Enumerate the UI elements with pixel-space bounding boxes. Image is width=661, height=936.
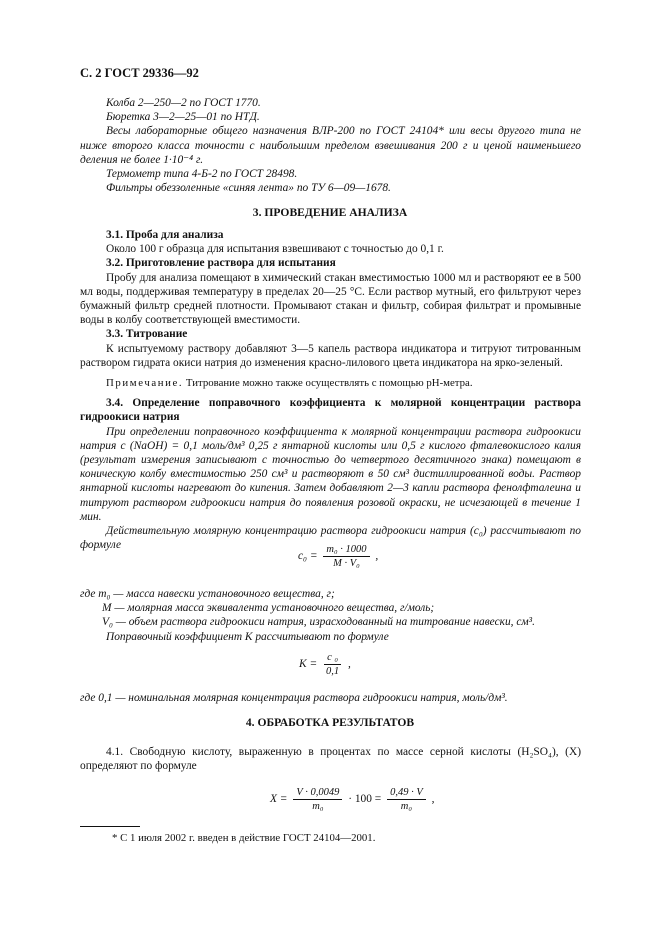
formula-mid: · 100 = <box>348 793 382 806</box>
legend-line: где m₀ — масса навески установочного вещества, г; <box>80 588 335 600</box>
paragraph: Пробу для анализа помещают в химический стакан вместимостью 1000 мл и растворяют ее в 500 мл воды, поддерживая температуру в пределах 20—25 °С. Если раствор мутный, его фильтруют через бумажный фильтр средней плотности. Промывают стакан и фильтр, собирая фильтрат и промывные воды в колбу соответствующей вместимости. <box>80 271 581 327</box>
formula-lhs: X = <box>270 793 288 806</box>
subsection-title: 3.1. Проба для анализа <box>106 229 224 241</box>
note <box>80 376 581 390</box>
section-4-title: 4. ОБРАБОТКА РЕЗУЛЬТАТОВ <box>245 716 415 729</box>
subsection-title: 3.2. Приготовление раствора для испытания <box>106 257 336 270</box>
formula-c0 <box>298 544 378 569</box>
formula-fraction <box>293 787 342 812</box>
paragraph: Поправочный коэффициент K рассчитывают по формуле <box>106 630 389 643</box>
equipment-item: Термометр типа 4-Б-2 по ГОСТ 28498. <box>106 168 298 181</box>
equipment-item: Весы лабораторные общего назначения ВЛР-200 по ГОСТ 24104* или весы другого типа не ниже второго класса точности с наибольшим пределом взвешивания 200 г и ценой наименьшего деления не более 1·10⁻⁴ г. <box>80 125 581 166</box>
paragraph: Действительную молярную концентрацию раствора гидроокиси натрия (с₀) рассчитывают по формуле <box>80 525 581 552</box>
legend-c0 <box>80 587 581 644</box>
formula-fraction <box>387 787 426 812</box>
paragraph: 4.1. Свободную кислоту, выраженную в процентах по массе серной кислоты (H₂SO₄), (X) определяют по формуле <box>80 746 581 773</box>
fraction-numerator: V · 0,0049 <box>293 787 342 800</box>
section-3-body <box>80 228 581 552</box>
fraction-denominator: 0,1 <box>326 666 340 677</box>
paragraph: При определении поправочного коэффициента к молярной концентрации раствора гидроокиси натрия с (NaOH) = 0,1 моль/дм³ 0,25 г янтарной кислоты или 0,5 г кислого фталевокислого калия (результат измерения записывают с точностью до четвертого десятичного знака) помещают в коническую колбу вместимостью 250 см³ и растворяют в 50 см³ дистиллированной воды. Раствор янтарной кислоты нагревают до кипения. Затем добавляют 2—3 капли раствора фенолфталеина и титруют раствором гидроокиси натрия до появления розовой окраски, не исчезающей в течение 1 мин. <box>80 425 581 523</box>
legend-k: где 0,1 — номинальная молярная концентрация раствора гидроокиси натрия, моль/дм³. <box>80 692 508 704</box>
formula-fraction <box>323 652 342 677</box>
formula-k <box>299 652 351 677</box>
fraction-denominator: m₀ <box>400 801 413 812</box>
subsection-title: 3.3. Титрование <box>106 328 188 341</box>
formula-tail: , <box>431 793 435 806</box>
fraction-numerator: c ₀ <box>324 652 341 665</box>
formula-tail: , <box>375 550 379 563</box>
footnote-divider <box>80 826 140 827</box>
legend-line: V₀ — объем раствора гидроокиси натрия, израсходованный на титрование навески, см³. <box>102 616 535 629</box>
paragraph: Около 100 г образца для испытания взвешивают с точностью до 0,1 г. <box>106 243 444 256</box>
equipment-item: Колба 2—250—2 по ГОСТ 1770. <box>106 97 261 109</box>
equipment-item: Бюретка 3—2—25—01 по НТД. <box>106 111 260 124</box>
page-header: С. 2 ГОСТ 29336—92 <box>80 66 199 80</box>
equipment-item: Фильтры обеззоленные «синяя лента» по ТУ 6—09—1678. <box>106 182 391 195</box>
paragraph: К испытуемому раствору добавляют 3—5 капель раствора индикатора и титруют титрованным раствором гидрата окиси натрия до изменения красно-лилового цвета индикатора на ярко-зеленый. <box>80 342 581 369</box>
formula-lhs: c₀ = <box>298 550 318 563</box>
fraction-numerator: 0,49 · V <box>387 787 426 800</box>
section-3-title: 3. ПРОВЕДЕНИЕ АНАЛИЗА <box>252 206 408 219</box>
fraction-numerator: m₀ · 1000 <box>323 544 369 557</box>
formula-lhs: K = <box>299 658 318 671</box>
formula-x <box>270 787 434 812</box>
footnote: * С 1 июля 2002 г. введен в действие ГОСТ 24104—2001. <box>112 832 376 844</box>
fraction-denominator: M · V₀ <box>333 558 360 569</box>
fraction-denominator: m₀ <box>312 801 324 812</box>
equipment-list <box>80 96 581 195</box>
subsection-title: 3.4. Определение поправочного коэффициента к молярной концентрации раствора гидроокиси натрия <box>80 397 581 424</box>
note-label: Примечание. <box>106 377 184 390</box>
formula-tail: , <box>347 658 351 671</box>
legend-line: M — молярная масса эквивалента установочного вещества, г/моль; <box>102 602 435 615</box>
note-text: Титрование можно также осуществлять с помощью рН-метра. <box>183 377 473 390</box>
formula-fraction <box>323 544 369 569</box>
